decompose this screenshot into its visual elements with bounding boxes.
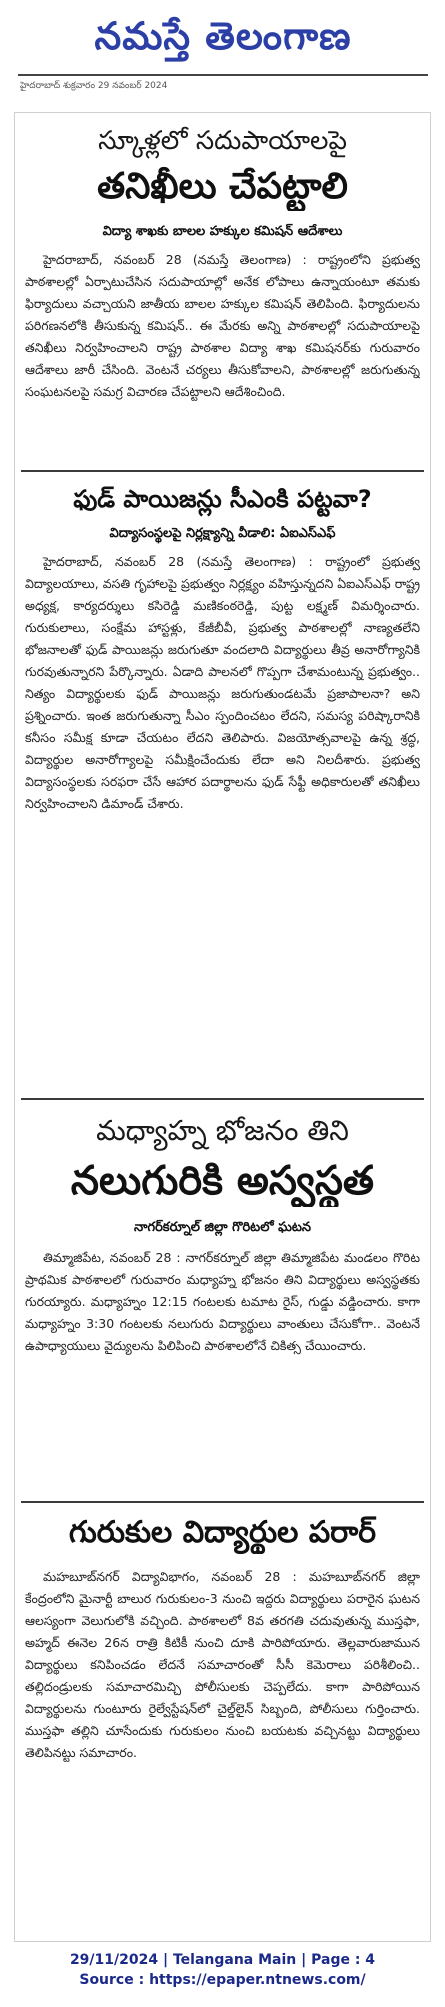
source-footer [0, 1950, 445, 1990]
article-4 [15, 1506, 430, 1941]
masthead-rule [18, 74, 428, 76]
article-2-body: హైదరాబాద్, నవంబర్ 28 (నమస్తే తెలంగాణ) : రాష్ట్రంలో ప్రభుత్వ విద్యాలయాలు, వసతి గృహాలపై ప్రభుత్వం నిర్లక్ష్యం వహిస్తున్నదని ఏఐఎస్ఎఫ్ రాష్ట్ర అధ్యక్ష, కార్యదర్శులు కసిరెడ్డి మణికంఠరెడ్డి, పుట్ట లక్ష్మణ్ విమర్శించారు. గురుకులాలు, సంక్షేమ హాస్టళ్లు, కేజీబీవీ, ప్రభుత్వ పాఠశాలల్లో నాణ్యతలేని భోజనాలతో ఫుడ్ పాయిజన్లు జరుగుతూ వందలాది విద్యార్థులు తీవ్ర అనారోగ్యానికి గురవుతున్నారని పేర్కొన్నారు. ఏడాది పాలనలో గొప్పగా చేశామంటున్న ప్రభుత్వం.. నిత్యం విద్యార్థులకు ఫుడ్ పాయిజన్లు జరుగుతుండటమే ప్రజాపాలనా? అని ప్రశ్నించారు. ఇంత జరుగుతున్నా సీఎం స్పందించటం లేదని, సమస్య పరిష్కారానికి కనీసం సమీక్ష కూడా చేయటం లేదని తెలిపారు. విజయోత్సవాలపై ఉన్న శ్రద్ధ, విద్యార్థుల అనారోగ్యాలపై సమీక్షించేందుకు లేదా అని నిలదీశారు. ప్రభుత్వ విద్యాసంస్థలకు సరఫరా చేసే ఆహార పదార్థాలను ఫుడ్ సేఫ్టీ అధికారులతో తనిఖీలు నిర్వహించాలని డిమాండ్ చేశారు. [25, 554, 420, 811]
article-1-kicker: స్కూళ్లలో సదుపాయాలపై [98, 126, 347, 156]
article-1 [15, 113, 430, 468]
article-1-body: హైదరాబాద్, నవంబర్ 28 (నమస్తే తెలంగాణ) : రాష్ట్రంలోని ప్రభుత్వ పాఠశాలల్లో ఏర్పాటుచేసిన సదుపాయాల్లో అనేక లోపాలు ఉన్నాయంటూ తమకు ఫిర్యాదులు వచ్చాయని జాతీయ బాలల హక్కుల కమిషన్ తెలిపింది. ఫిర్యాదులను పరిగణనలోకి తీసుకున్న కమిషన్.. ఈ మేరకు అన్ని పాఠశాలల్లో సదుపాయాలపై తనిఖీలు నిర్వహించాలని రాష్ట్ర పాఠశాల విద్యా శాఖ కమిషనర్‌కు గురువారం ఆదేశాలు జారీ చేసింది. వెంటనే చర్యలు తీసుకోవాలని, పాఠశాలల్లో జరుగుతున్న సంఘటనలపై సమగ్ర విచారణ చేపట్టాలని ఆదేశించింది. [25, 252, 420, 399]
article-divider [21, 1501, 424, 1503]
masthead [0, 0, 445, 100]
article-4-headline: గురుకుల విద్యార్థుల పరార్ [68, 1515, 377, 1550]
article-1-headline: తనిఖీలు చేపట్టాలి [97, 166, 348, 207]
article-1-subhead: విద్యా శాఖకు బాలల హక్కుల కమిషన్ ఆదేశాలు [102, 224, 343, 239]
article-4-body: మహబూబ్‌నగర్ విద్యావిభాగం, నవంబర్ 28 : మహబూబ్‌నగర్ జిల్లా కేంద్రంలోని మైనార్టీ బాలుర గురుకులం-3 నుంచి ఇద్దరు విద్యార్థులు పరారైన ఘటన ఆలస్యంగా వెలుగులోకి వచ్చింది. పాఠశాలలో 8వ తరగతి చదువుతున్న ముస్తఫా, అహ్మద్ ఈనెల 26న రాత్రి కిటికీ నుంచి దూకి పారిపోయారు. తెల్లవారుజామున విద్యార్థులు కనిపించడం లేదనే సమాచారంతో సీసీ కెమెరాలు పరిశీలించి.. తల్లిదండ్రులకు సమాచారమిచ్చి పోలీసులకు చెప్పలేదు. కాగా పారిపోయిన విద్యార్థులను గుంటూరు రైల్వేస్టేషన్‌లో చైల్డ్‌లైన్ సిబ్బంది, పోలీసులు గుర్తించారు. ముస్తఫా తల్లిని చూసేందుకు గురుకులం నుంచి బయటకు వచ్చినట్టు విద్యార్థులు తెలిపినట్టు సమాచారం. [25, 1569, 420, 1760]
article-3-kicker: మధ్యాహ్న భోజనం తిని [96, 1114, 349, 1147]
masthead-dateline: హైదరాబాద్ శుక్రవారం 29 నవంబర్ 2024 [20, 81, 168, 91]
article-2-subhead: విద్యాసంస్థలపై నిర్లక్ష్యాన్ని వీడాలి: ఏఐఎస్ఎఫ్ [109, 526, 336, 541]
newspaper-title: నమస్తే తెలంగాణ [94, 13, 352, 58]
article-2-headline: ఫుడ్ పాయిజన్లు సీఎంకి పట్టవా? [73, 485, 372, 513]
footer-date-page: 29/11/2024 | Telangana Main | Page : 4 [69, 1952, 376, 1968]
article-3-body: తిమ్మాజిపేట, నవంబర్ 28 : నాగర్‌కర్నూల్ జిల్లా తిమ్మాజిపేట మండలం గొరిట ప్రాథమిక పాఠశాలలో గురువారం మధ్యాహ్న భోజనం తిని విద్యార్థులు అస్వస్థతకు గురయ్యారు. మధ్యాహ్నం 12:15 గంటలకు టమాట రైస్, గుడ్డు వడ్డించారు. కాగా మధ్యాహ్నం 3:30 గంటలకు నలుగురు విద్యార్థులు వాంతులు చేసుకోగా.. వెంటనే ఉపాధ్యాయులు వైద్యులను పిలిపించి పాఠశాలలోనే చికిత్స చేయించారు. [25, 1250, 420, 1353]
article-3 [15, 1103, 430, 1503]
article-3-headline: నలుగురికి అస్వస్థత [70, 1158, 375, 1204]
article-2 [15, 475, 430, 1095]
article-divider [21, 470, 424, 472]
article-3-subhead: నాగర్‌కర్నూల్ జిల్లా గొరిటలో ఘటన [133, 1220, 312, 1235]
article-divider [21, 1098, 424, 1100]
news-clipping [14, 112, 431, 1942]
footer-source: Source : https://epaper.ntnews.com/ [79, 1972, 366, 1988]
